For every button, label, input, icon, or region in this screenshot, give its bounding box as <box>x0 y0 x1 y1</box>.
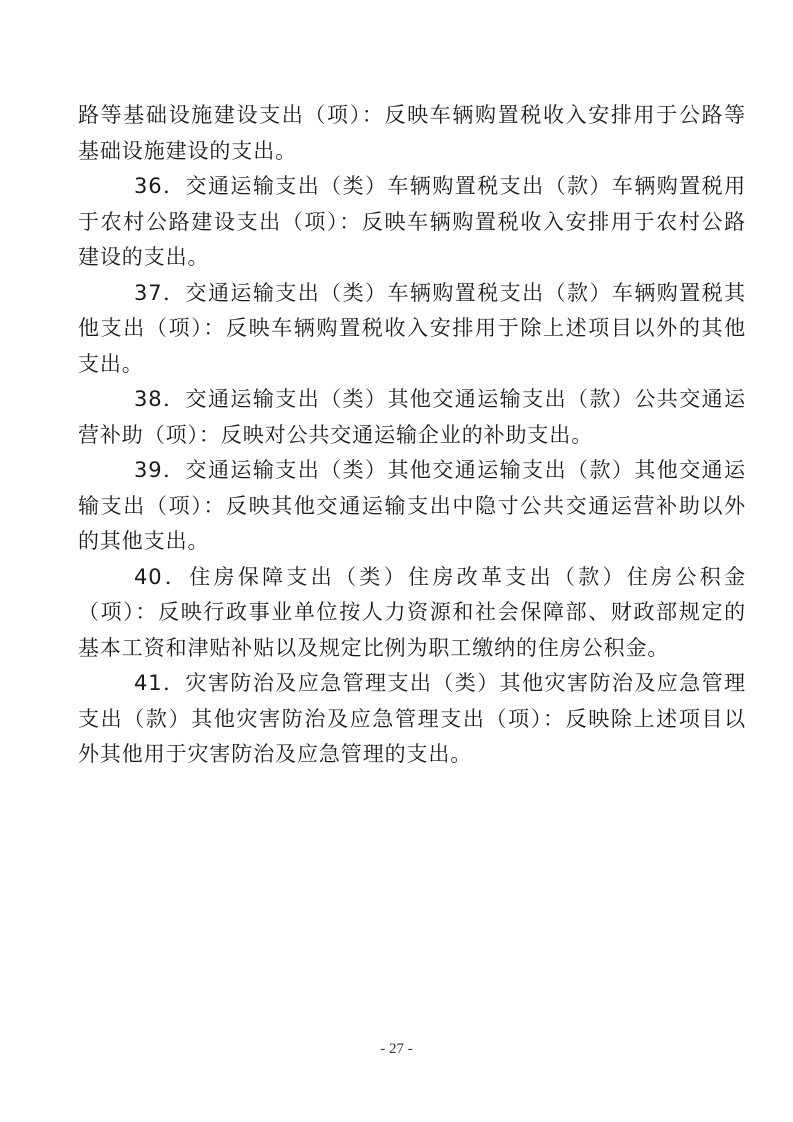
paragraph-item-41: 41．灾害防治及应急管理支出（类）其他灾害防治及应急管理支出（款）其他灾害防治及应急管理支出（项）：反映除上述项目以外其他用于灾害防治及应急管理的支出。 <box>78 671 746 766</box>
paragraph-item-37: 37．交通运输支出（类）车辆购置税支出（款）车辆购置税其他支出（项）：反映车辆购置税收入安排用于除上述项目以外的其他支出。 <box>78 280 746 376</box>
paragraph-item-40: 40．住房保障支出（类）住房改革支出（款）住房公积金（项）：反映行政事业单位按人力资源和社会保障部、财政部规定的 基本工资和津贴补贴以及规定比例为职工缴纳的住房公积金。 <box>78 564 746 660</box>
paragraph-item-39: 39．交通运输支出（类）其他交通运输支出（款）其他交通运输支出（项）：反映其他交通运输支出中隐寸公共交通运营补助以外的其他支出。 <box>78 458 746 553</box>
document-body <box>78 98 746 773</box>
paragraph-item-38: 38．交通运输支出（类）其他交通运输支出（款）公共交通运营补助（项）：反映对公共交通运输企业的补助支出。 <box>78 387 746 447</box>
paragraph-item-36: 36．交通运输支出（类）车辆购置税支出（款）车辆购置税用于农村公路建设支出（项）：反映车辆购置税收入安排用于农村公路建设的支出。 <box>78 174 746 269</box>
paragraph-continued: 路等基础设施建设支出（项）：反映车辆购置税收入安排用于公路等基础设施建设的支出。 <box>78 103 746 163</box>
page-number: - 27 - <box>380 1041 413 1057</box>
